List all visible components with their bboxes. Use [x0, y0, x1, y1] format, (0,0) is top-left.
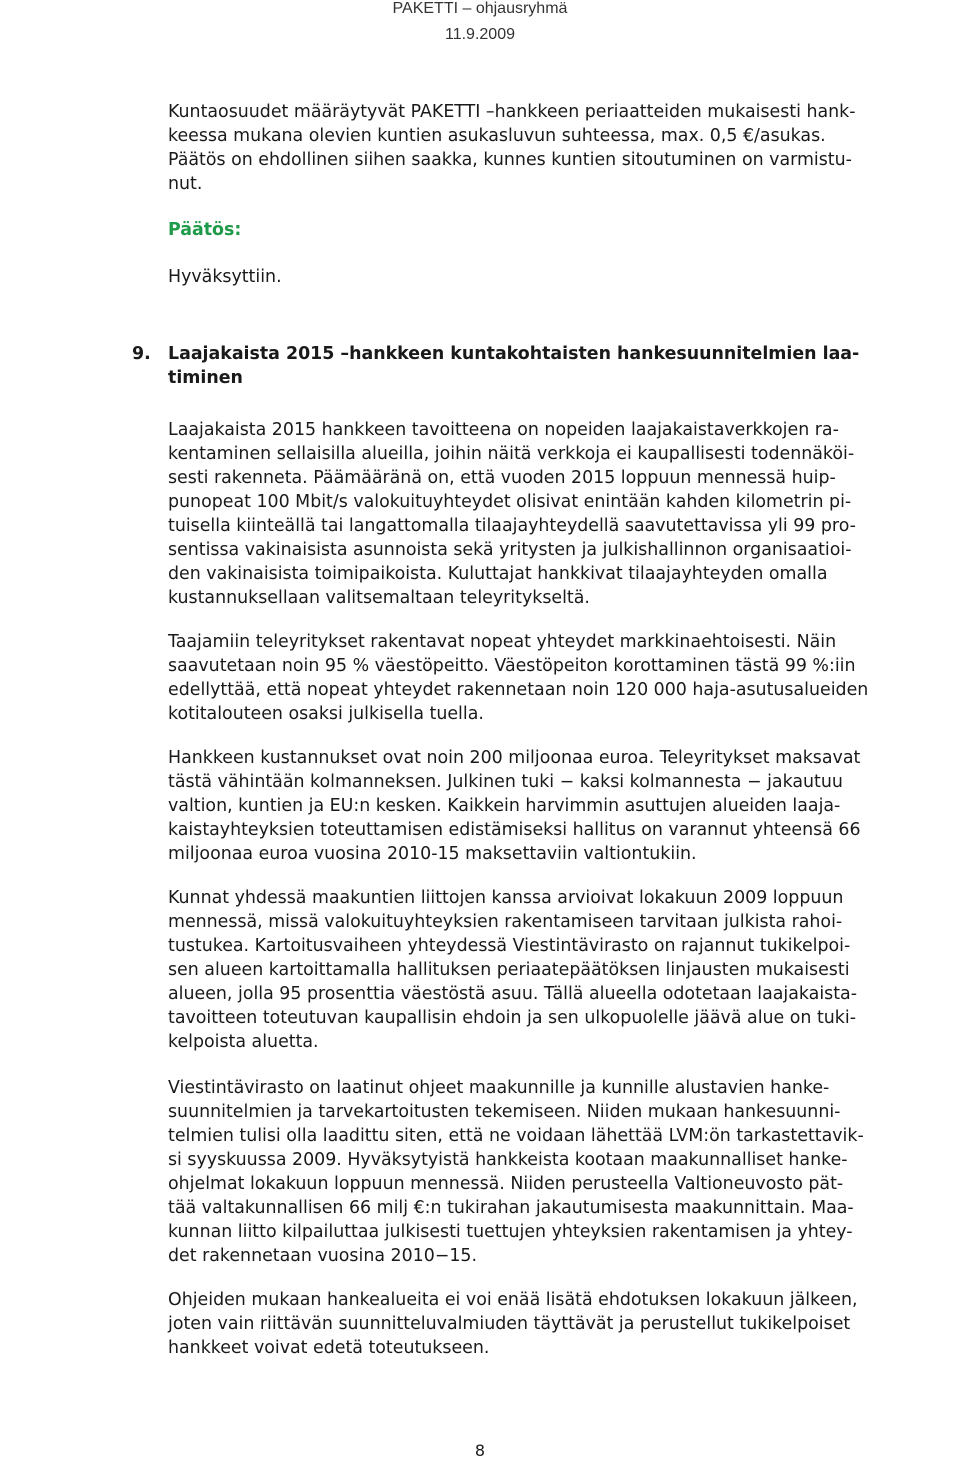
paragraph-line: miljoonaa euroa vuosina 2010-15 maksettaviin valtiontukiin.	[168, 844, 697, 864]
intro-line: keessa mukana olevien kuntien asukasluvun suhteessa, max. 0,5 €/asukas.	[168, 126, 826, 146]
paragraph-line: saavutetaan noin 95 % väestöpeitto. Väestöpeiton korottaminen tästä 99 %:iin	[168, 656, 856, 676]
section-title-line: Laajakaista 2015 –hankkeen kuntakohtaisten hankesuunnitelmien laa-	[168, 344, 860, 364]
paragraph-line: kentaminen sellaisilla alueilla, joihin näitä verkkoja ei kaupallisesti todennäköi-	[168, 444, 855, 464]
paragraph-line: Laajakaista 2015 hankkeen tavoitteena on nopeiden laajakaistaverkkojen ra-	[168, 420, 839, 440]
paragraph-line: tästä vähintään kolmanneksen. Julkinen tuki − kaksi kolmannesta − jakautuu	[168, 772, 843, 792]
header-title: PAKETTI – ohjausryhmä	[392, 0, 568, 17]
paragraph-line: tää valtakunnallisen 66 milj €:n tukirahan jakautumisesta maakunnittain. Maa-	[168, 1198, 854, 1218]
paragraph-line: Hankkeen kustannukset ovat noin 200 miljoonaa euroa. Teleyritykset maksavat	[168, 748, 861, 768]
paragraph-line: kunnan liitto kilpailuttaa julkisesti tuettujen yhteyksien rakentamisen ja yhtey-	[168, 1222, 853, 1242]
paragraph-line: tustukea. Kartoitusvaiheen yhteydessä Viestintävirasto on rajannut tukikelpoi-	[168, 936, 851, 956]
decision-text: Hyväksyttiin.	[168, 267, 282, 287]
paragraph-line: sesti rakenneta. Päämääränä on, että vuoden 2015 loppuun mennessä huip-	[168, 468, 836, 488]
paragraph-line: sen alueen kartoittamalla hallituksen periaatepäätöksen linjausten mukaisesti	[168, 960, 850, 980]
paragraph-line: det rakennetaan vuosina 2010−15.	[168, 1246, 478, 1266]
paragraph-line: kelpoista aluetta.	[168, 1032, 319, 1052]
section-number: 9.	[132, 344, 151, 364]
paragraph-line: valtion, kuntien ja EU:n kesken. Kaikkein harvimmin asuttujen alueiden laaja-	[168, 796, 841, 816]
paragraph-line: sentissa vakinaisista asunnoista sekä yritysten ja julkishallinnon organisaatioi-	[168, 540, 852, 560]
paragraph-line: kaistayhteyksien toteuttamisen edistämiseksi hallitus on varannut yhteensä 66	[168, 820, 861, 840]
paragraph-line: Taajamiin teleyritykset rakentavat nopeat yhteydet markkinaehtoisesti. Näin	[168, 632, 837, 652]
paragraph-line: si syyskuussa 2009. Hyväksytyistä hankkeista kootaan maakunnalliset hanke-	[168, 1150, 848, 1170]
paragraph-line: suunnitelmien ja tarvekartoitusten tekemiseen. Niiden mukaan hankesuunni-	[168, 1102, 841, 1122]
paragraph-line: punopeat 100 Mbit/s valokuituyhteydet olisivat enintään kahden kilometrin pi-	[168, 492, 852, 512]
paragraph-line: edellyttää, että nopeat yhteydet rakennetaan noin 120 000 haja-asutusalueiden	[168, 680, 869, 700]
paragraph-line: telmien tulisi olla laadittu siten, että ne voidaan lähettää LVM:ön tarkastettavik-	[168, 1126, 864, 1146]
intro-line: nut.	[168, 174, 203, 194]
decision-label: Päätös:	[168, 220, 242, 240]
paragraph-line: hankkeet voivat edetä toteutukseen.	[168, 1338, 490, 1358]
paragraph-line: Viestintävirasto on laatinut ohjeet maakunnille ja kunnille alustavien hanke-	[168, 1078, 830, 1098]
paragraph-line: den vakinaisista toimipaikoista. Kuluttajat hankkivat tilaajayhteyden omalla	[168, 564, 828, 584]
paragraph-line: mennessä, missä valokuituyhteyksien rakentamiseen tarvitaan julkista rahoi-	[168, 912, 843, 932]
paragraph-line: joten vain riittävän suunnitteluvalmiuden täyttävät ja perustellut tukikelpoiset	[168, 1314, 851, 1334]
section-title-line: timinen	[168, 368, 243, 388]
paragraph-line: alueen, jolla 95 prosenttia väestöstä asuu. Tällä alueella odotetaan laajakaista-	[168, 984, 857, 1004]
paragraph-line: tuisella kiinteällä tai langattomalla tilaajayhteydellä saavutettavissa yli 99 pro-	[168, 516, 856, 536]
paragraph-line: ohjelmat lokakuun loppuun mennessä. Niiden perusteella Valtioneuvosto pät-	[168, 1174, 844, 1194]
paragraph-line: kotitalouteen osaksi julkisella tuella.	[168, 704, 484, 724]
paragraph-line: Kunnat yhdessä maakuntien liittojen kanssa arvioivat lokakuun 2009 loppuun	[168, 888, 844, 908]
paragraph-line: tavoitteen toteutuvan kaupallisin ehdoin ja sen ulkopuolelle jäävä alue on tuki-	[168, 1008, 856, 1028]
paragraph-line: Ohjeiden mukaan hankealueita ei voi enää lisätä ehdotuksen lokakuun jälkeen,	[168, 1290, 858, 1310]
page-number: 8	[474, 1441, 486, 1460]
header-date: 11.9.2009	[445, 26, 515, 43]
intro-line: Kuntaosuudet määräytyvät PAKETTI –hankkeen periaatteiden mukaisesti hank-	[168, 102, 856, 122]
paragraph-line: kustannuksellaan valitsemaltaan teleyritykseltä.	[168, 588, 590, 608]
intro-line: Päätös on ehdollinen siihen saakka, kunnes kuntien sitoutuminen on varmistu-	[168, 150, 852, 170]
